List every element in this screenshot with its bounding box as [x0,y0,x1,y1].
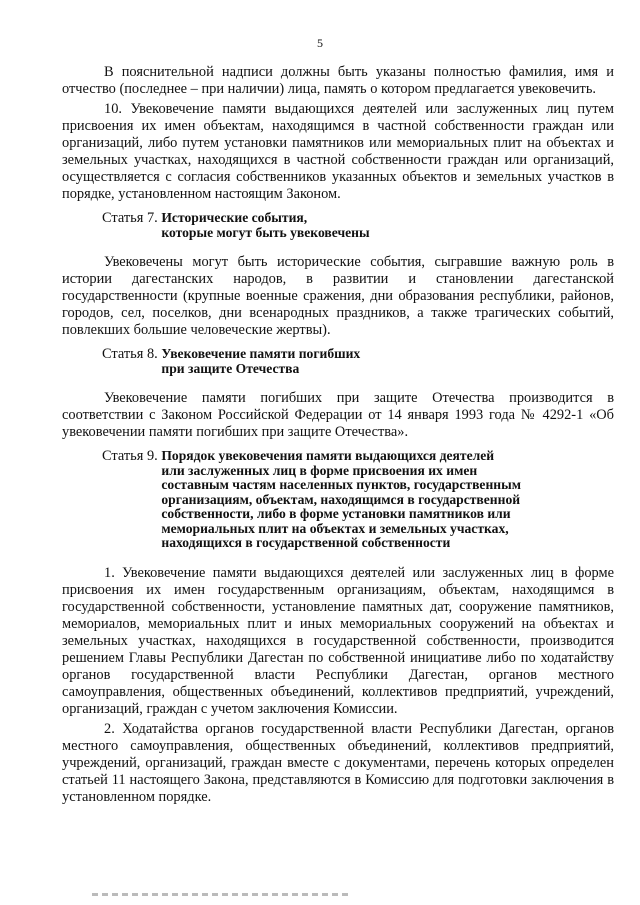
article-7-heading [102,211,614,240]
document-body [62,64,614,806]
scan-artifact [92,893,352,896]
paragraph-explanatory-note: В пояснительной надписи должны быть указаны полностью фамилия, имя и отчество (последнее – при наличии) лица, память о котором предлагается увековечить. [62,64,614,97]
page-number: 5 [317,36,323,50]
article-8-text: Увековечение памяти погибших при защите Отечества производится в соответствии с Законом Российской Федерации от 14 января 1993 года № 4292-1 «Об увековечении памяти погибших при защите Отечества». [62,390,614,440]
article-7-title: Исторические события, которые могут быть увековечены [161,210,370,240]
article-9-title: Порядок увековечения памяти выдающихся деятелей или заслуженных лиц в форме присвоения их имен составным частям населенных пунктов, государственным организациям, объектам, находящимся в государственной собственности, либо в форме установки памятников или мемориальных плит на объектах и земельных участках, находящихся в государственной собственности [161,448,521,550]
article-9-heading [102,449,614,551]
article-9-paragraph-2: 2. Ходатайства органов государственной власти Республики Дагестан, органов местного самоуправления, общественных объединений, коллективов предприятий, учреждений, организаций, граждан вместе с документами, перечень которых определен статьей 11 настоящего Закона, представляются в Комиссию для подготовки заключения в установленном порядке. [62,720,614,805]
article-7-label: Статья 7. [102,210,162,226]
article-8-heading [102,347,614,376]
article-9-label: Статья 9. [102,448,162,464]
article-7-text: Увековечены могут быть исторические события, сыгравшие важную роль в истории дагестанских народов, в развитии и становлении дагестанской государственности (крупные военные сражения, дни образования республики, районов, городов, сел, поселков, дни всенародных праздников, а также трагических событий, повлекших большие человеческие жертвы). [62,254,614,338]
article-8-title: Увековечение памяти погибших при защите Отечества [161,346,361,376]
article-9-paragraph-1: 1. Увековечение памяти выдающихся деятелей или заслуженных лиц в форме присвоения их имен государственным организациям, объектам, находящимся в государственной собственности, установление памятных дат, сооружение памятников, мемориалов, мемориальных плит и иных мемориальных сооружений на объектах и земельных участках, находящихся в государственной собственности, производится решением Главы Республики Дагестан по собственной инициативе либо по ходатайству органов государственной власти Республики Дагестан, органов местного самоуправления, общественных объединений, коллективов предприятий, учреждений, организаций, граждан с учетом заключения Комиссии. [62,564,614,717]
article-8-label: Статья 8. [102,346,162,362]
paragraph-item-10: 10. Увековечение памяти выдающихся деятелей или заслуженных лиц путем присвоения их имен объектам, находящимся в частной собственности граждан или организаций, либо путем установки памятников или мемориальных плит на объектах и земельных участках, находящихся в частной собственности граждан или организаций, осуществляется с согласия собственников указанных объектов и земельных участков в порядке, установленном настоящим Законом. [62,101,614,202]
